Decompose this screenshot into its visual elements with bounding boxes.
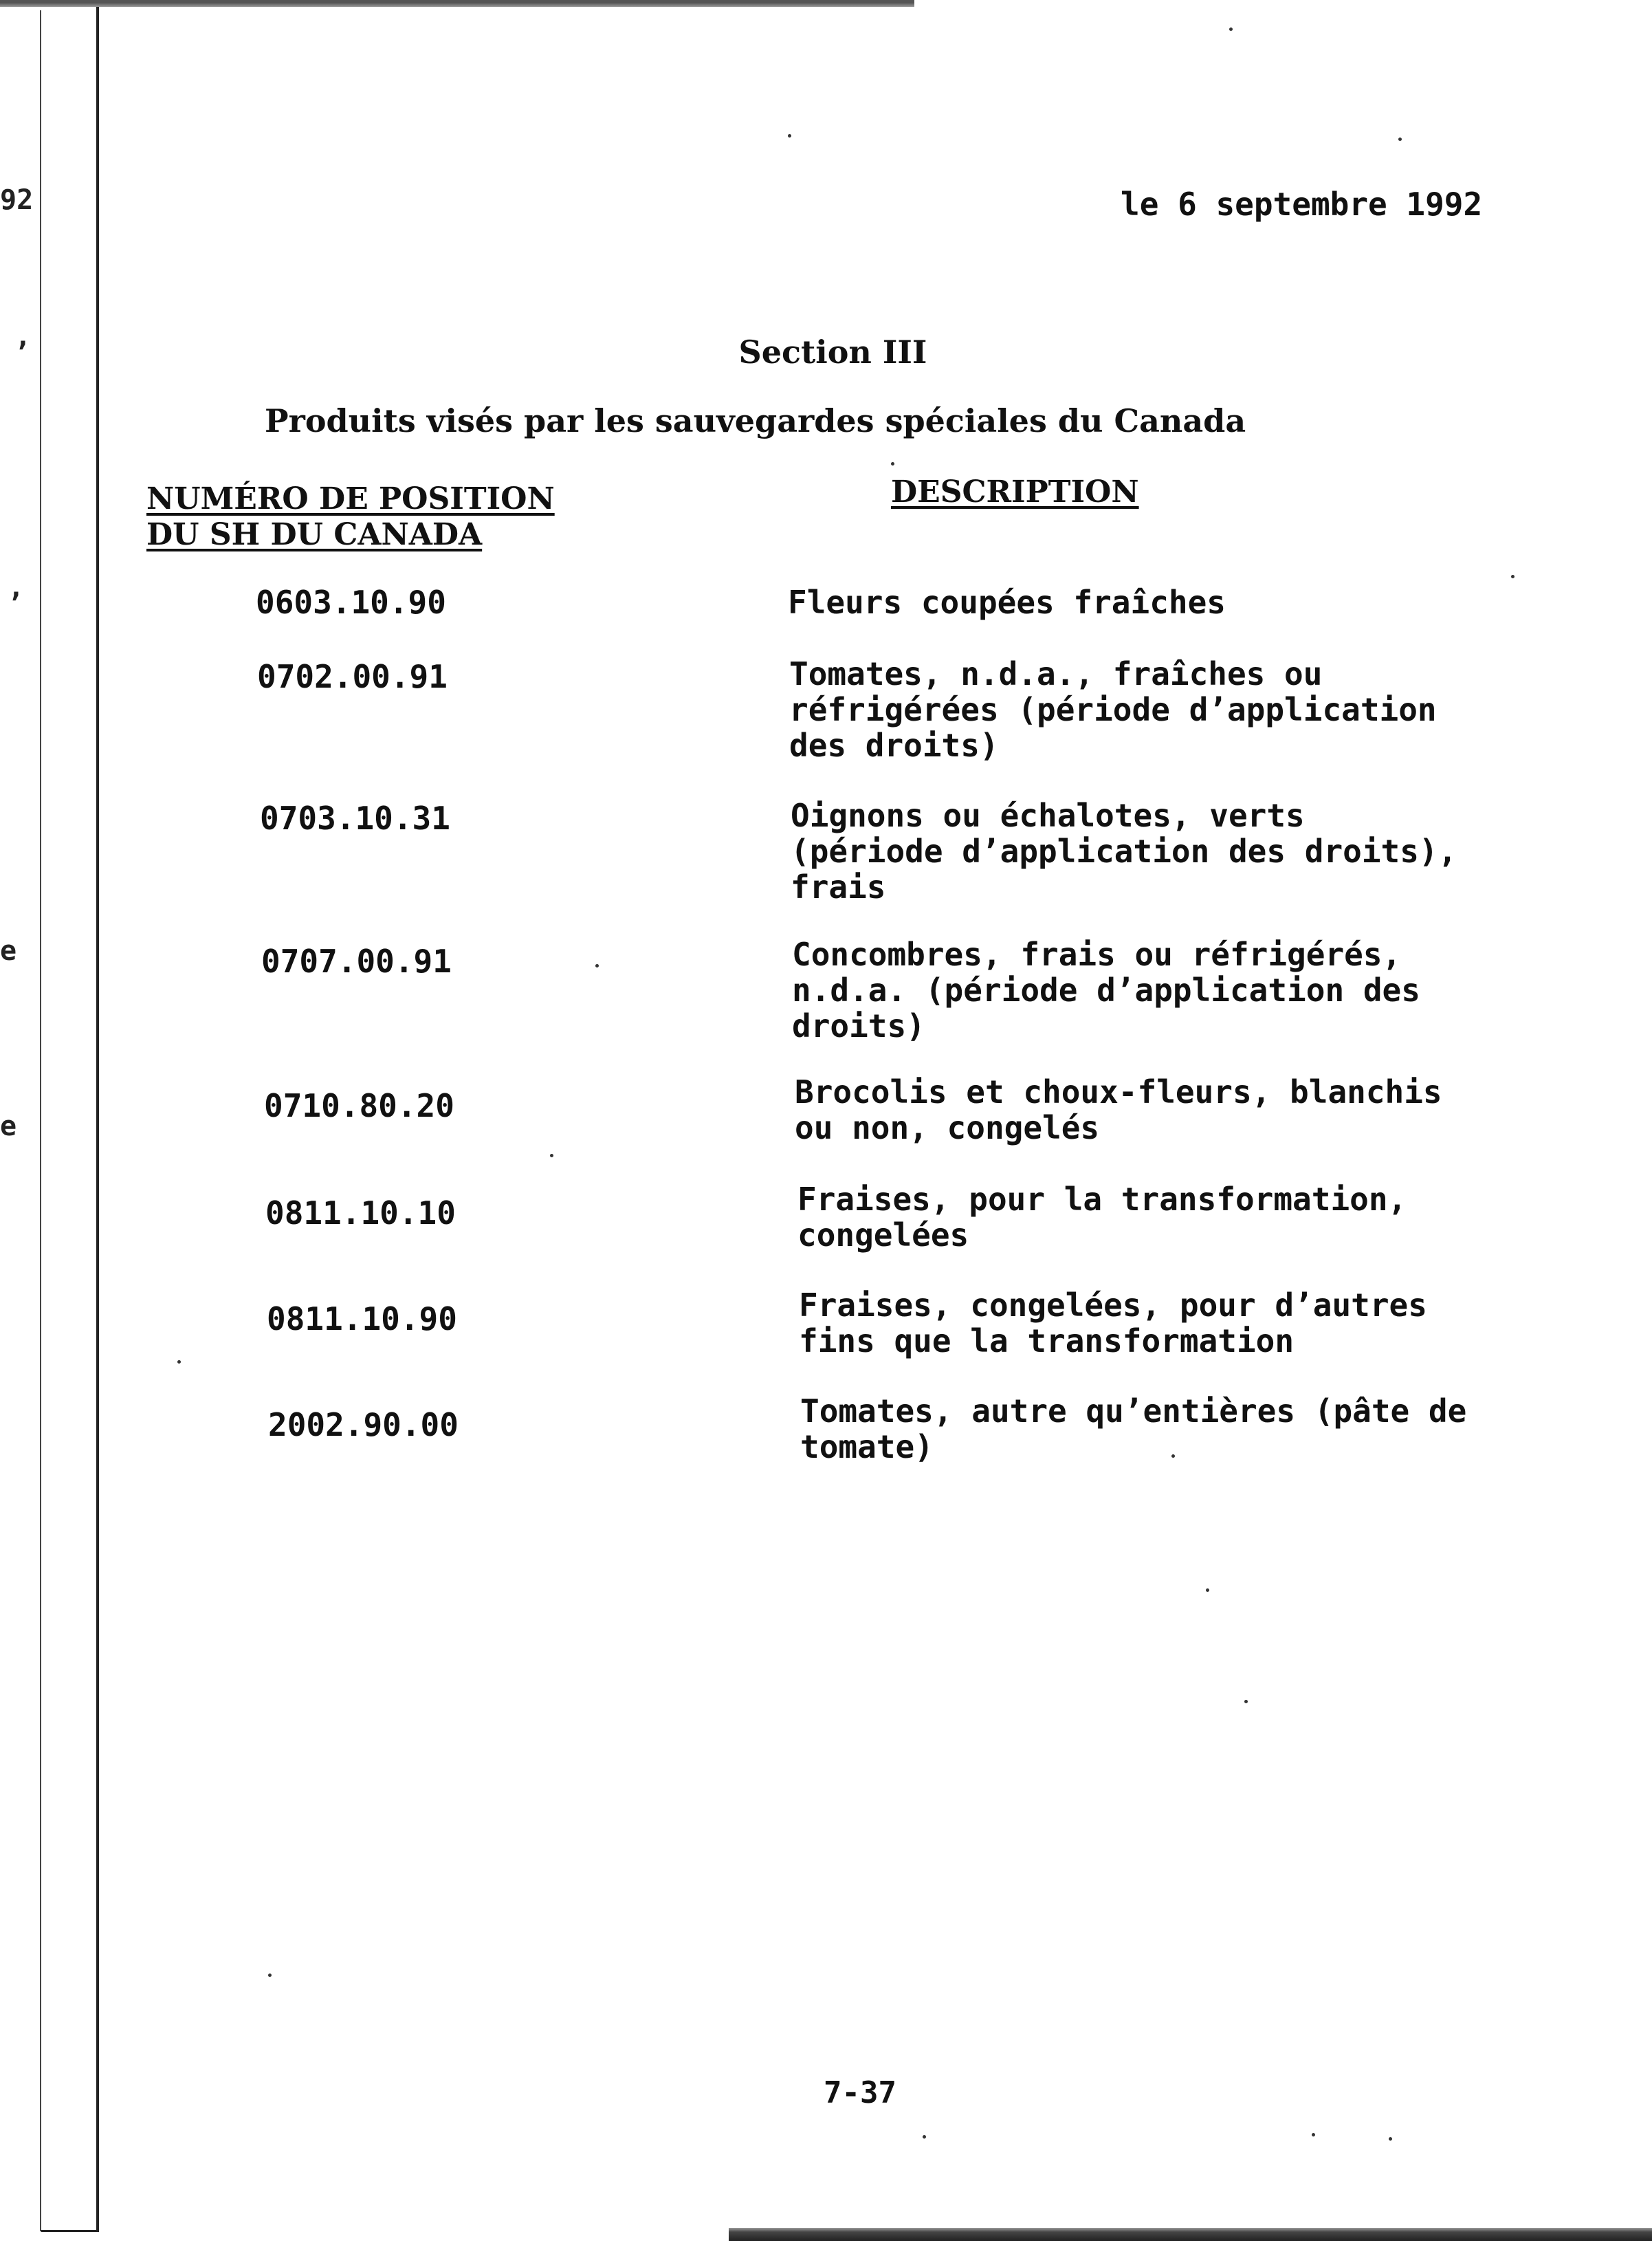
column-header-number xyxy=(146,481,555,553)
scan-speck xyxy=(891,462,894,466)
scan-speck xyxy=(1511,575,1515,578)
product-description: Fraises, congelées, pour d’autres fins que la transformation xyxy=(799,1287,1427,1359)
margin-fragment: e xyxy=(0,1111,17,1142)
column-header-description: DESCRIPTION xyxy=(891,474,1139,510)
product-description: Concombres, frais ou réfrigérés, n.d.a. (période d’application des droits) xyxy=(792,936,1420,1045)
scan-speck xyxy=(268,1974,272,1977)
scan-speck xyxy=(1229,28,1233,31)
margin-fragment: e xyxy=(0,935,17,967)
hs-code: 2002.90.00 xyxy=(268,1406,459,1443)
page-number: 7-37 xyxy=(824,2075,896,2110)
scan-speck xyxy=(595,964,599,968)
hs-code: 0603.10.90 xyxy=(256,584,446,621)
product-description: Brocolis et choux-fleurs, blanchis ou non, congelés xyxy=(795,1073,1442,1146)
scan-speck xyxy=(550,1154,553,1157)
scan-speck xyxy=(788,134,791,138)
margin-fragment: 92 xyxy=(0,184,34,216)
scan-speck xyxy=(1206,1588,1209,1592)
product-description: Oignons ou échalotes, verts (période d’application des droits), frais xyxy=(791,797,1457,906)
hs-code: 0710.80.20 xyxy=(264,1087,454,1124)
product-description: Fraises, pour la transformation, congelées xyxy=(797,1181,1407,1254)
hs-code: 0703.10.31 xyxy=(260,800,450,837)
scan-speck xyxy=(1398,138,1402,141)
product-description: Tomates, autre qu’entières (pâte de tomate) xyxy=(800,1392,1467,1465)
scan-edge-top xyxy=(0,0,914,7)
hs-code: 0702.00.91 xyxy=(257,658,448,695)
scan-speck xyxy=(923,2135,926,2139)
product-description: Fleurs coupées fraîches xyxy=(788,584,1226,621)
section-heading: Section III xyxy=(738,334,927,371)
column-header-number-line1: NUMÉRO DE POSITION xyxy=(146,481,555,516)
scan-speck xyxy=(1389,2137,1392,2141)
scan-speck xyxy=(1244,1700,1248,1703)
column-header-number-line2: DU SH DU CANADA xyxy=(146,517,483,552)
scan-speck xyxy=(1171,1454,1175,1458)
scan-speck xyxy=(1312,2133,1315,2136)
product-description: Tomates, n.d.a., fraîches ou réfrigérées (période d’application des droits) xyxy=(789,655,1437,764)
document-title: Produits visés par les sauvegardes spéciales du Canada xyxy=(265,402,1246,439)
scan-speck xyxy=(177,1360,181,1364)
margin-fragment: ’ xyxy=(7,588,24,620)
scan-edge-bottom xyxy=(729,2228,1652,2241)
hs-code: 0811.10.90 xyxy=(267,1300,457,1337)
margin-fragment: ’ xyxy=(14,337,31,369)
binding-foot xyxy=(41,2230,99,2232)
document-date: le 6 septembre 1992 xyxy=(1121,186,1483,223)
hs-code: 0811.10.10 xyxy=(265,1194,456,1232)
hs-code: 0707.00.91 xyxy=(261,943,452,980)
